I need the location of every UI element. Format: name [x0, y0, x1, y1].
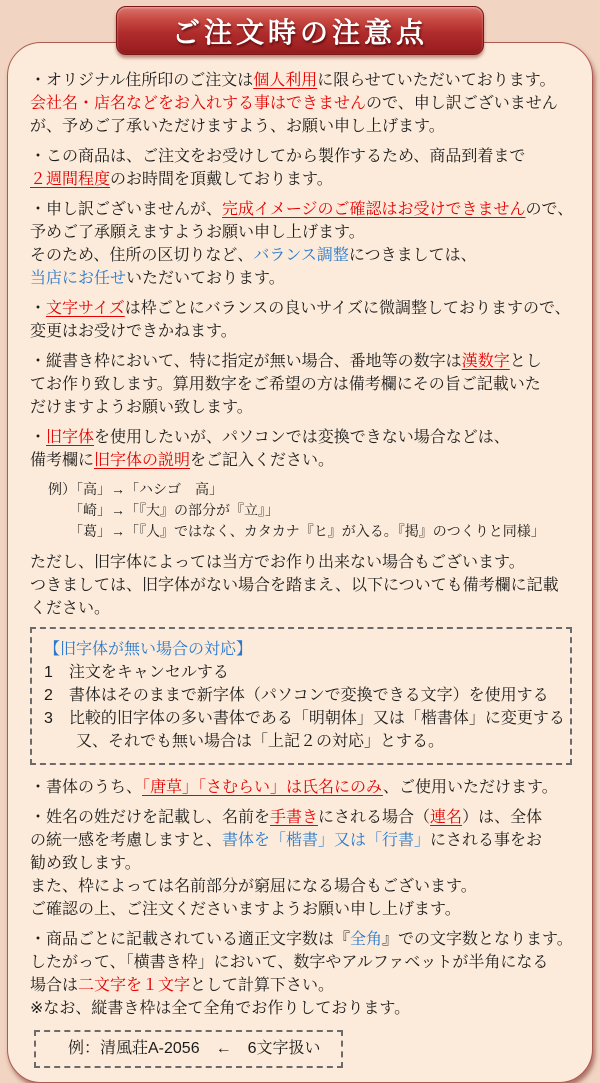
text-segment: ・申し訳ございませんが、	[30, 201, 223, 218]
notice-content	[30, 69, 572, 1068]
text-segment: したがって、「横書き枠」において、数字やアルファベットが半角になる	[30, 954, 549, 971]
paragraph	[30, 426, 572, 472]
text-segment: ください。	[30, 600, 111, 617]
text-line	[30, 426, 572, 449]
text-segment: 勧め致します。	[30, 855, 141, 872]
text-line	[30, 951, 572, 974]
text-line	[44, 707, 565, 730]
text-segment: 又、それでも無い場合は「上記２の対応」とする。	[44, 733, 445, 750]
text-segment: ご確認の上、ご注文くださいますようお願い申し上げます。	[30, 901, 461, 918]
text-segment: を使用したいが、パソコンでは変換できない場合などは、	[94, 429, 510, 446]
text-line	[30, 396, 572, 419]
text-line	[30, 449, 572, 472]
text-segment: ・この商品は、ご注文をお受けしてから製作するため、商品到着まで	[30, 148, 526, 165]
text-line	[30, 597, 572, 620]
text-segment: 例：清風荘A-2056 ← 6文字扱い	[68, 1040, 321, 1057]
text-segment: のお時間を頂戴しております。	[110, 171, 333, 188]
text-line	[30, 551, 572, 574]
paragraph	[30, 198, 572, 290]
options-box	[30, 627, 572, 765]
text-line	[30, 806, 572, 829]
text-segment: 連名	[430, 809, 463, 826]
text-segment: ・商品ごとに記載されている適正文字数は『	[30, 931, 351, 948]
text-segment: 2 書体はそのままで新字体（パソコンで変換できる文字）を使用する	[44, 687, 549, 704]
text-segment: にされる場合（	[318, 809, 431, 826]
text-line	[30, 928, 572, 951]
text-segment: 「崎」→「『大』の部分が『立』」	[48, 502, 279, 518]
text-segment: てお作り致します。算用数字をご希望の方は備考欄にその旨ご記載いた	[30, 376, 541, 393]
text-line	[30, 198, 572, 221]
text-segment: ・縦書き枠において、特に指定が無い場合、番地等の数字は	[30, 353, 462, 370]
text-line	[30, 898, 572, 921]
text-line	[48, 521, 572, 542]
text-segment: 予めご了承願えますようお願い申し上げます。	[30, 224, 365, 241]
text-line	[30, 145, 572, 168]
text-line	[48, 500, 572, 521]
text-line	[44, 661, 558, 684]
text-segment: にされる事をお	[430, 832, 543, 849]
example	[48, 479, 572, 542]
text-line	[30, 320, 572, 343]
text-line	[44, 684, 558, 707]
paragraph	[30, 350, 572, 419]
text-segment: 当店にお任せ	[30, 270, 127, 287]
text-line	[30, 267, 572, 290]
text-segment: 漢数字	[461, 353, 510, 370]
text-segment: 旧字体の説明	[94, 452, 191, 469]
page-title-banner	[116, 6, 484, 55]
text-segment: いただいております。	[126, 270, 285, 287]
text-line	[30, 69, 572, 92]
text-segment: また、枠によっては名前部分が窮屈になる場合もございます。	[30, 878, 477, 895]
count-box	[34, 1030, 343, 1068]
text-segment: 1 注文をキャンセルする	[44, 664, 229, 681]
paragraph	[30, 297, 572, 343]
text-segment: ２週間程度	[30, 171, 111, 188]
text-segment: 場合は	[30, 977, 79, 994]
text-line	[30, 997, 572, 1020]
text-segment: 「唐草」「さむらい」は氏名にのみ	[142, 779, 383, 796]
text-segment: 手書き	[270, 809, 319, 826]
text-segment: に限らせていただいております。	[317, 72, 556, 89]
text-segment: ただし、旧字体によっては当方でお作り出来ない場合もございます。	[30, 554, 525, 571]
paragraph	[30, 551, 572, 620]
text-segment: 全角	[350, 931, 383, 948]
text-segment: そのため、住所の区切りなど、	[30, 247, 254, 264]
text-line	[44, 638, 558, 661]
text-line	[30, 350, 572, 373]
text-line	[30, 373, 572, 396]
text-line	[30, 168, 572, 191]
text-line	[30, 776, 572, 799]
text-line	[30, 92, 572, 115]
text-segment: 会社名・店名などをお入れする事はできません	[30, 95, 367, 112]
text-segment: 二文字を１文字	[78, 977, 191, 994]
text-segment: ※なお、縦書き枠は全て全角でお作りしております。	[30, 1000, 411, 1017]
text-segment: をご記入ください。	[190, 452, 335, 469]
notice-box	[7, 42, 593, 1083]
text-segment: ・	[30, 429, 47, 446]
text-line	[30, 852, 572, 875]
text-segment: 、ご使用いただけます。	[382, 779, 558, 796]
page-title: ご注文時の注意点	[171, 16, 428, 48]
text-segment: ・オリジナル住所印のご注文は	[30, 72, 254, 89]
text-segment: 変更はお受けできかねます。	[30, 323, 237, 340]
text-segment: 』での文字数となります。	[382, 931, 573, 948]
text-segment: 備考欄に	[30, 452, 95, 469]
text-line	[30, 221, 572, 244]
text-segment: つきましては、旧字体がない場合を踏まえ、以下についても備考欄に記載	[30, 577, 559, 594]
text-segment: が、予めご了承いただけますよう、お願い申し上げます。	[30, 118, 445, 135]
text-segment: バランス調整	[253, 247, 349, 264]
text-line	[30, 297, 572, 320]
text-line	[44, 730, 558, 753]
text-line	[30, 875, 572, 898]
paragraph	[30, 928, 572, 1020]
text-segment: 「葛」→「『人』ではなく、カタカナ『ヒ』が入る。『掲』のつくりと同様」	[48, 523, 545, 539]
text-line	[30, 574, 572, 597]
text-segment: ので、	[525, 201, 574, 218]
text-line	[48, 479, 572, 500]
text-segment: とし	[509, 353, 542, 370]
text-segment: につきましては、	[348, 247, 477, 264]
text-segment: ）は、全体	[462, 809, 543, 826]
text-segment: ・姓名の姓だけを記載し、名前を	[30, 809, 271, 826]
text-segment: ・書体のうち、	[30, 779, 143, 796]
text-segment: 例）「高」→「ハシゴ 高」	[48, 481, 223, 497]
text-segment: ・	[30, 300, 47, 317]
text-segment: 3 比較的旧字体の多い書体である「明朝体」又は「楷書体」に変更する	[44, 710, 565, 727]
text-segment: 【旧字体が無い場合の対応】	[44, 641, 253, 658]
paragraph	[30, 776, 572, 799]
paragraph	[30, 145, 572, 191]
paragraph	[30, 806, 572, 921]
text-line	[30, 829, 572, 852]
text-segment: 旧字体	[46, 429, 95, 446]
text-segment: の統一感を考慮しますと、	[30, 832, 223, 849]
paragraph	[30, 69, 572, 138]
text-segment: 書体を「楷書」又は「行書」	[222, 832, 431, 849]
text-segment: は枠ごとにバランスの良いサイズに微調整しておりますので、	[124, 300, 571, 317]
text-segment: 完成イメージのご確認はお受けできません	[222, 201, 526, 218]
text-line	[30, 244, 572, 267]
text-segment: として計算下さい。	[190, 977, 335, 994]
text-line	[30, 115, 572, 138]
text-segment: だけますようお願い致します。	[30, 399, 253, 416]
text-segment: 文字サイズ	[46, 300, 125, 317]
text-line	[68, 1037, 321, 1060]
text-segment: ので、申し訳ございません	[366, 95, 558, 112]
text-segment: 個人利用	[253, 72, 318, 89]
text-line	[30, 974, 572, 997]
